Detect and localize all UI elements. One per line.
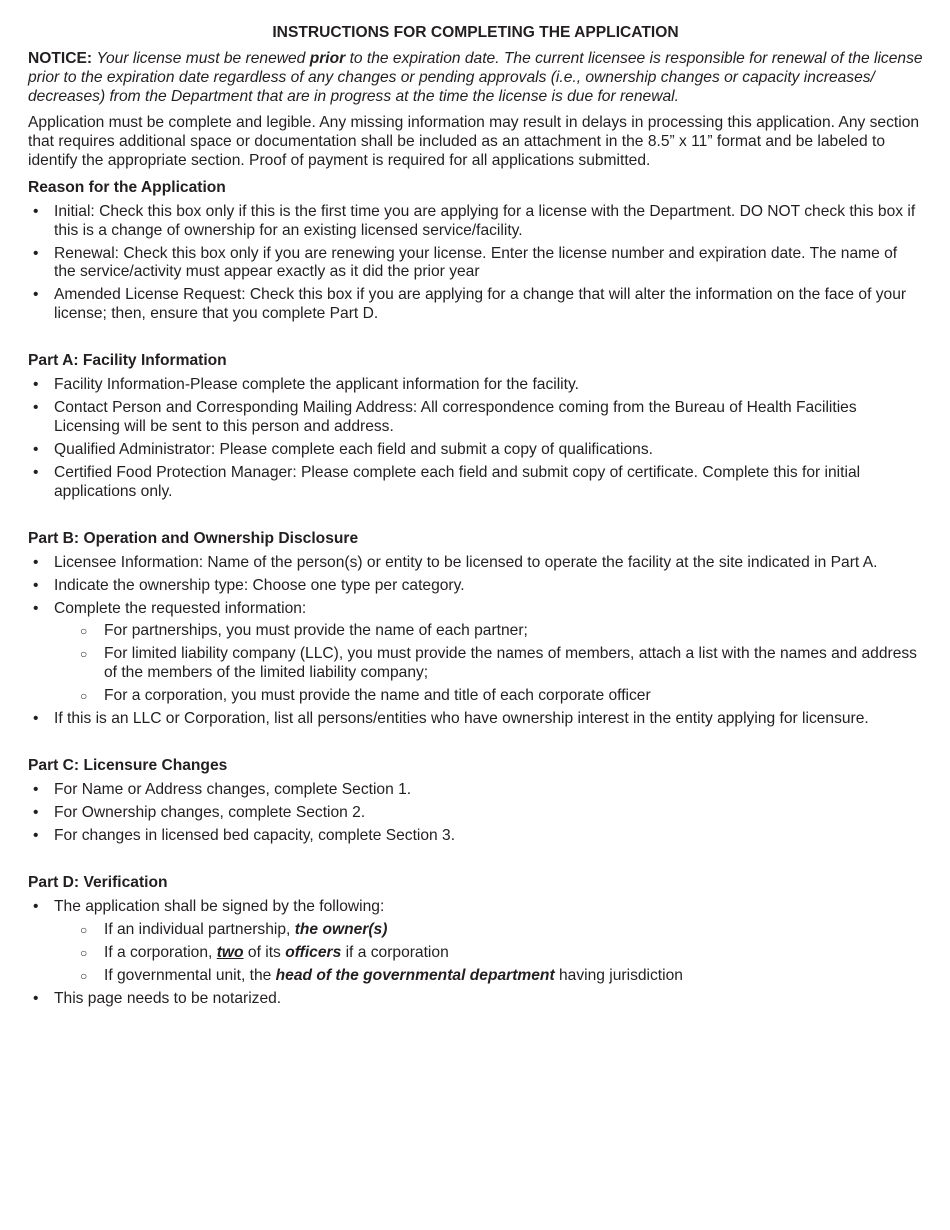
part-b-list — [28, 554, 923, 729]
sub-text: If a corporation, — [104, 943, 213, 961]
list-item: • For Name or Address changes, complete Section 1. — [28, 781, 923, 800]
notice-text-2: to the expiration date. The current licensee is responsible for renewal of the license prior to the expiration date regardless of any changes or pending approvals (i.e., ownership changes or capacity increases/ decreases) from the Department that are in progress at the time the license is due for renewal. — [28, 50, 923, 105]
page-title: INSTRUCTIONS FOR COMPLETING THE APPLICATION — [272, 24, 679, 41]
emphasis-two: two — [216, 943, 244, 961]
list-item: • Amended License Request: Check this box if you are applying for a change that will alter the information on the face of your license; then, ensure that you complete Part D. — [28, 286, 923, 324]
part-c-list — [28, 781, 923, 846]
sub-list-item — [54, 921, 923, 940]
part-d-heading: Part D: Verification — [28, 874, 168, 892]
notice-emphasis-prior: prior — [309, 50, 346, 67]
part-b-heading: Part B: Operation and Ownership Disclosure — [28, 529, 359, 547]
list-item: • Indicate the ownership type: Choose one type per category. — [28, 577, 923, 596]
list-item: • Initial: Check this box only if this is the first time you are applying for a license with the Department. DO NOT check this box if this is a change of ownership for an existing licensed service/facility. — [28, 203, 923, 241]
part-d-list — [28, 898, 923, 1009]
notice-label: NOTICE: — [28, 50, 93, 67]
list-item: • Facility Information-Please complete the applicant information for the facility. — [28, 376, 923, 395]
part-a-list — [28, 376, 923, 501]
notice-text-1: Your license must be renewed — [96, 50, 306, 67]
list-item — [28, 600, 923, 706]
list-item-text: The application shall be signed by the following: — [54, 898, 385, 916]
list-item: • For changes in licensed bed capacity, complete Section 3. — [28, 827, 923, 846]
instructions-page — [28, 22, 923, 1013]
sub-text: if a corporation — [345, 943, 449, 961]
sub-list-item — [54, 967, 923, 986]
list-item: • Licensee Information: Name of the person(s) or entity to be licensed to operate the facility at the site indicated in Part A. — [28, 554, 923, 573]
sub-text: of its — [247, 943, 281, 961]
sub-text: having jurisdiction — [559, 966, 683, 984]
sub-list-item: ○ For partnerships, you must provide the name of each partner; — [54, 622, 923, 641]
sub-text: If governmental unit, the — [104, 966, 272, 984]
reason-heading: Reason for the Application — [28, 178, 226, 196]
list-item: • Certified Food Protection Manager: Please complete each field and submit copy of certificate. Complete this for initial applications only. — [28, 464, 923, 502]
sub-text: If an individual partnership, — [104, 920, 291, 938]
list-item: • Renewal: Check this box only if you are renewing your license. Enter the license number and expiration date. The name of the service/activity must appear exactly as it did the prior year — [28, 245, 923, 283]
emphasis-head: head of the governmental department — [275, 966, 555, 984]
part-c-heading: Part C: Licensure Changes — [28, 757, 228, 775]
part-d-sublist — [54, 921, 923, 986]
list-item: • For Ownership changes, complete Section 2. — [28, 804, 923, 823]
list-item-text: Complete the requested information: — [54, 599, 307, 617]
part-a-heading: Part A: Facility Information — [28, 352, 227, 370]
emphasis-officers: officers — [285, 943, 342, 961]
sub-list-item: ○ For limited liability company (LLC), you must provide the names of members, attach a list with the names and address of the members of the limited liability company; — [54, 645, 923, 683]
intro-paragraph: Application must be complete and legible. Any missing information may result in delays in processing this application. Any section that requires additional space or documentation shall be included as an attachment in the 8.5” x 11” format and be labeled to identify the appropriate section. Proof of payment is required for all applications submitted. — [28, 114, 920, 169]
list-item: • Contact Person and Corresponding Mailing Address: All correspondence coming from the Bureau of Health Facilities Licensing will be sent to this person and address. — [28, 399, 923, 437]
sub-list-item — [54, 944, 923, 963]
list-item: • Qualified Administrator: Please complete each field and submit a copy of qualifications. — [28, 441, 923, 460]
part-b-sublist — [54, 622, 923, 706]
notice-paragraph — [28, 50, 923, 106]
list-item — [28, 898, 923, 986]
emphasis-owner: the owner(s) — [294, 920, 388, 938]
list-item: • If this is an LLC or Corporation, list all persons/entities who have ownership interest in the entity applying for licensure. — [28, 710, 923, 729]
reason-list — [28, 203, 923, 324]
sub-list-item: ○ For a corporation, you must provide the name and title of each corporate officer — [54, 687, 923, 706]
list-item: • This page needs to be notarized. — [28, 990, 923, 1009]
